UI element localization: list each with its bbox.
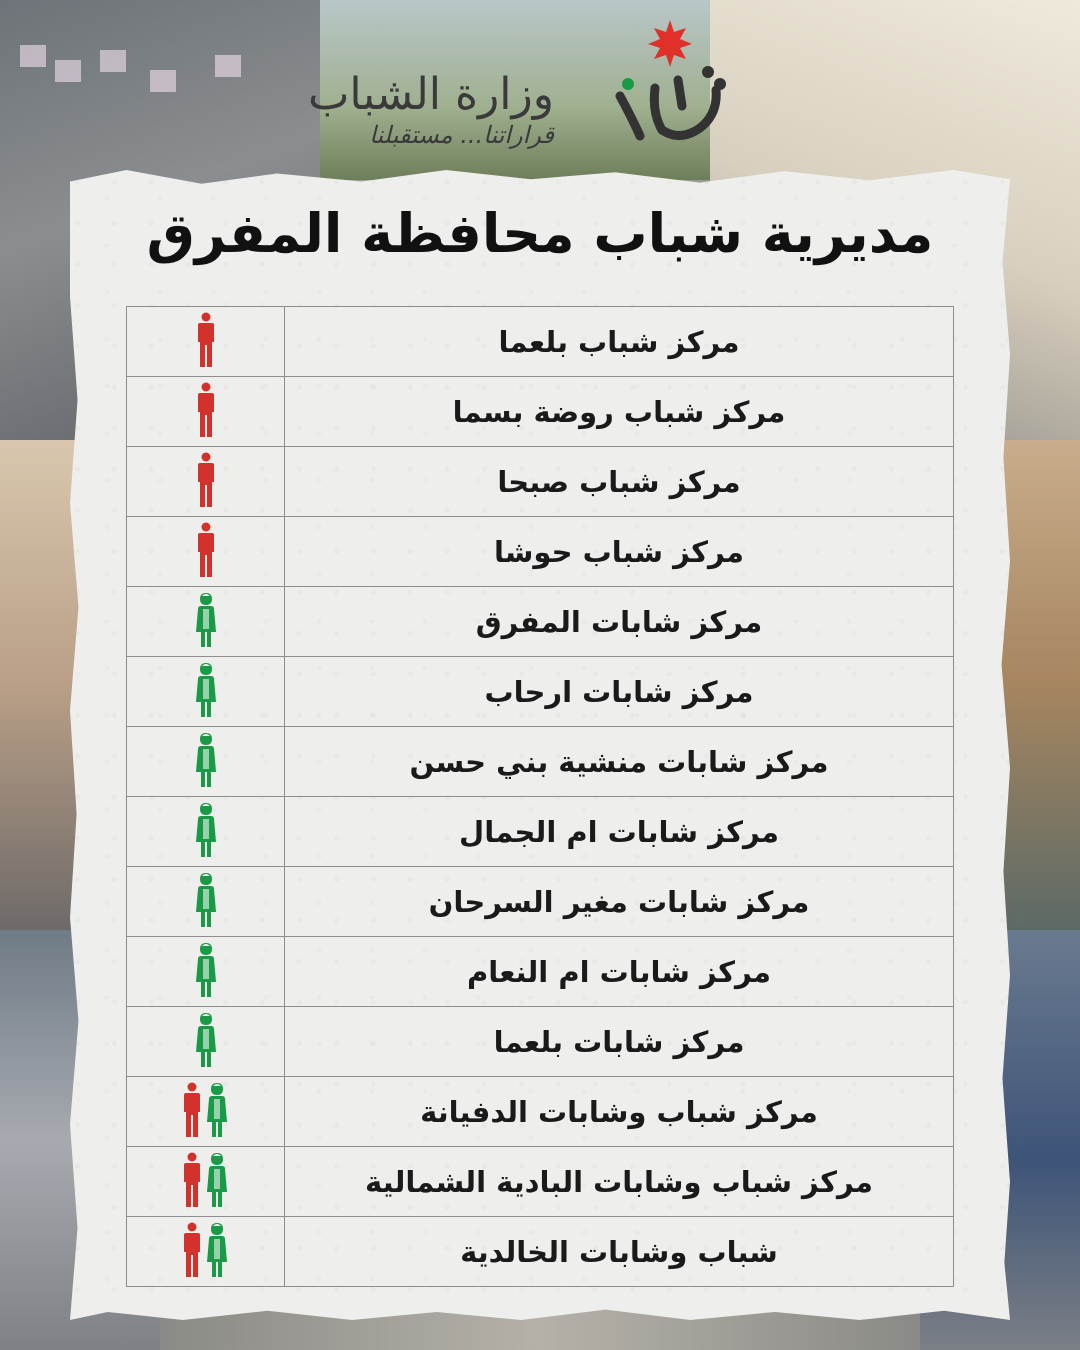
female-icon [195, 1012, 217, 1068]
female-icon [195, 592, 217, 648]
table-row [127, 1007, 954, 1077]
icon-group [183, 1082, 228, 1138]
male-icon [197, 382, 215, 438]
center-name: مركز شابات ام الجمال [285, 797, 954, 867]
center-name: مركز شابات بلعما [285, 1007, 954, 1077]
center-type-icons [127, 587, 285, 657]
male-icon [197, 522, 215, 578]
center-type-icons [127, 517, 285, 587]
icon-group [195, 732, 217, 788]
sticky-note [100, 50, 126, 72]
icon-group [195, 942, 217, 998]
icon-group [197, 382, 215, 438]
center-name: مركز شباب صبحا [285, 447, 954, 517]
center-type-icons [127, 867, 285, 937]
icon-group [195, 662, 217, 718]
icon-group [197, 312, 215, 368]
center-name: مركز شباب حوشا [285, 517, 954, 587]
icon-group [195, 802, 217, 858]
male-icon [183, 1082, 201, 1138]
center-name: مركز شابات ام النعام [285, 937, 954, 1007]
center-type-icons [127, 727, 285, 797]
icon-group [197, 452, 215, 508]
sticky-note [150, 70, 176, 92]
center-type-icons [127, 1077, 285, 1147]
female-icon [206, 1082, 228, 1138]
center-type-icons [127, 377, 285, 447]
ministry-logo-icon [600, 18, 740, 148]
table-row [127, 307, 954, 377]
sticky-note [55, 60, 81, 82]
icon-group [197, 522, 215, 578]
center-name: شباب وشابات الخالدية [285, 1217, 954, 1287]
center-type-icons [127, 797, 285, 867]
table-row [127, 587, 954, 657]
center-name: مركز شباب وشابات البادية الشمالية [285, 1147, 954, 1217]
table-row [127, 517, 954, 587]
center-name: مركز شابات مغير السرحان [285, 867, 954, 937]
ministry-slogan: قراراتنا... مستقبلنا [369, 121, 554, 149]
center-name: مركز شابات ارحاب [285, 657, 954, 727]
table-row [127, 937, 954, 1007]
ministry-name: وزارة الشباب [308, 69, 554, 120]
table-row [127, 657, 954, 727]
center-name: مركز شابات المفرق [285, 587, 954, 657]
sticky-note [215, 55, 241, 77]
table-row [127, 867, 954, 937]
center-type-icons [127, 1007, 285, 1077]
center-type-icons [127, 447, 285, 517]
table-row [127, 1217, 954, 1287]
icon-group [183, 1152, 228, 1208]
center-name: مركز شابات منشية بني حسن [285, 727, 954, 797]
female-icon [195, 942, 217, 998]
sticky-note [20, 45, 46, 67]
male-icon [197, 312, 215, 368]
female-icon [195, 662, 217, 718]
female-icon [195, 732, 217, 788]
center-name: مركز شباب بلعما [285, 307, 954, 377]
icon-group [195, 872, 217, 928]
center-type-icons [127, 937, 285, 1007]
icon-group [195, 592, 217, 648]
center-name: مركز شباب روضة بسما [285, 377, 954, 447]
table-row [127, 797, 954, 867]
female-icon [195, 802, 217, 858]
male-icon [183, 1222, 201, 1278]
center-type-icons [127, 657, 285, 727]
female-icon [206, 1222, 228, 1278]
page-title: مديرية شباب محافظة المفرق [146, 202, 934, 265]
icon-group [183, 1222, 228, 1278]
male-icon [183, 1152, 201, 1208]
center-type-icons [127, 1217, 285, 1287]
female-icon [206, 1152, 228, 1208]
female-icon [195, 872, 217, 928]
table-row [127, 1077, 954, 1147]
table-row [127, 727, 954, 797]
ministry-branding [308, 70, 554, 150]
icon-group [195, 1012, 217, 1068]
center-name: مركز شباب وشابات الدفيانة [285, 1077, 954, 1147]
center-type-icons [127, 307, 285, 377]
male-icon [197, 452, 215, 508]
table-row [127, 447, 954, 517]
centers-table [126, 306, 954, 1287]
header [300, 18, 780, 148]
table-row [127, 377, 954, 447]
center-type-icons [127, 1147, 285, 1217]
table-row [127, 1147, 954, 1217]
